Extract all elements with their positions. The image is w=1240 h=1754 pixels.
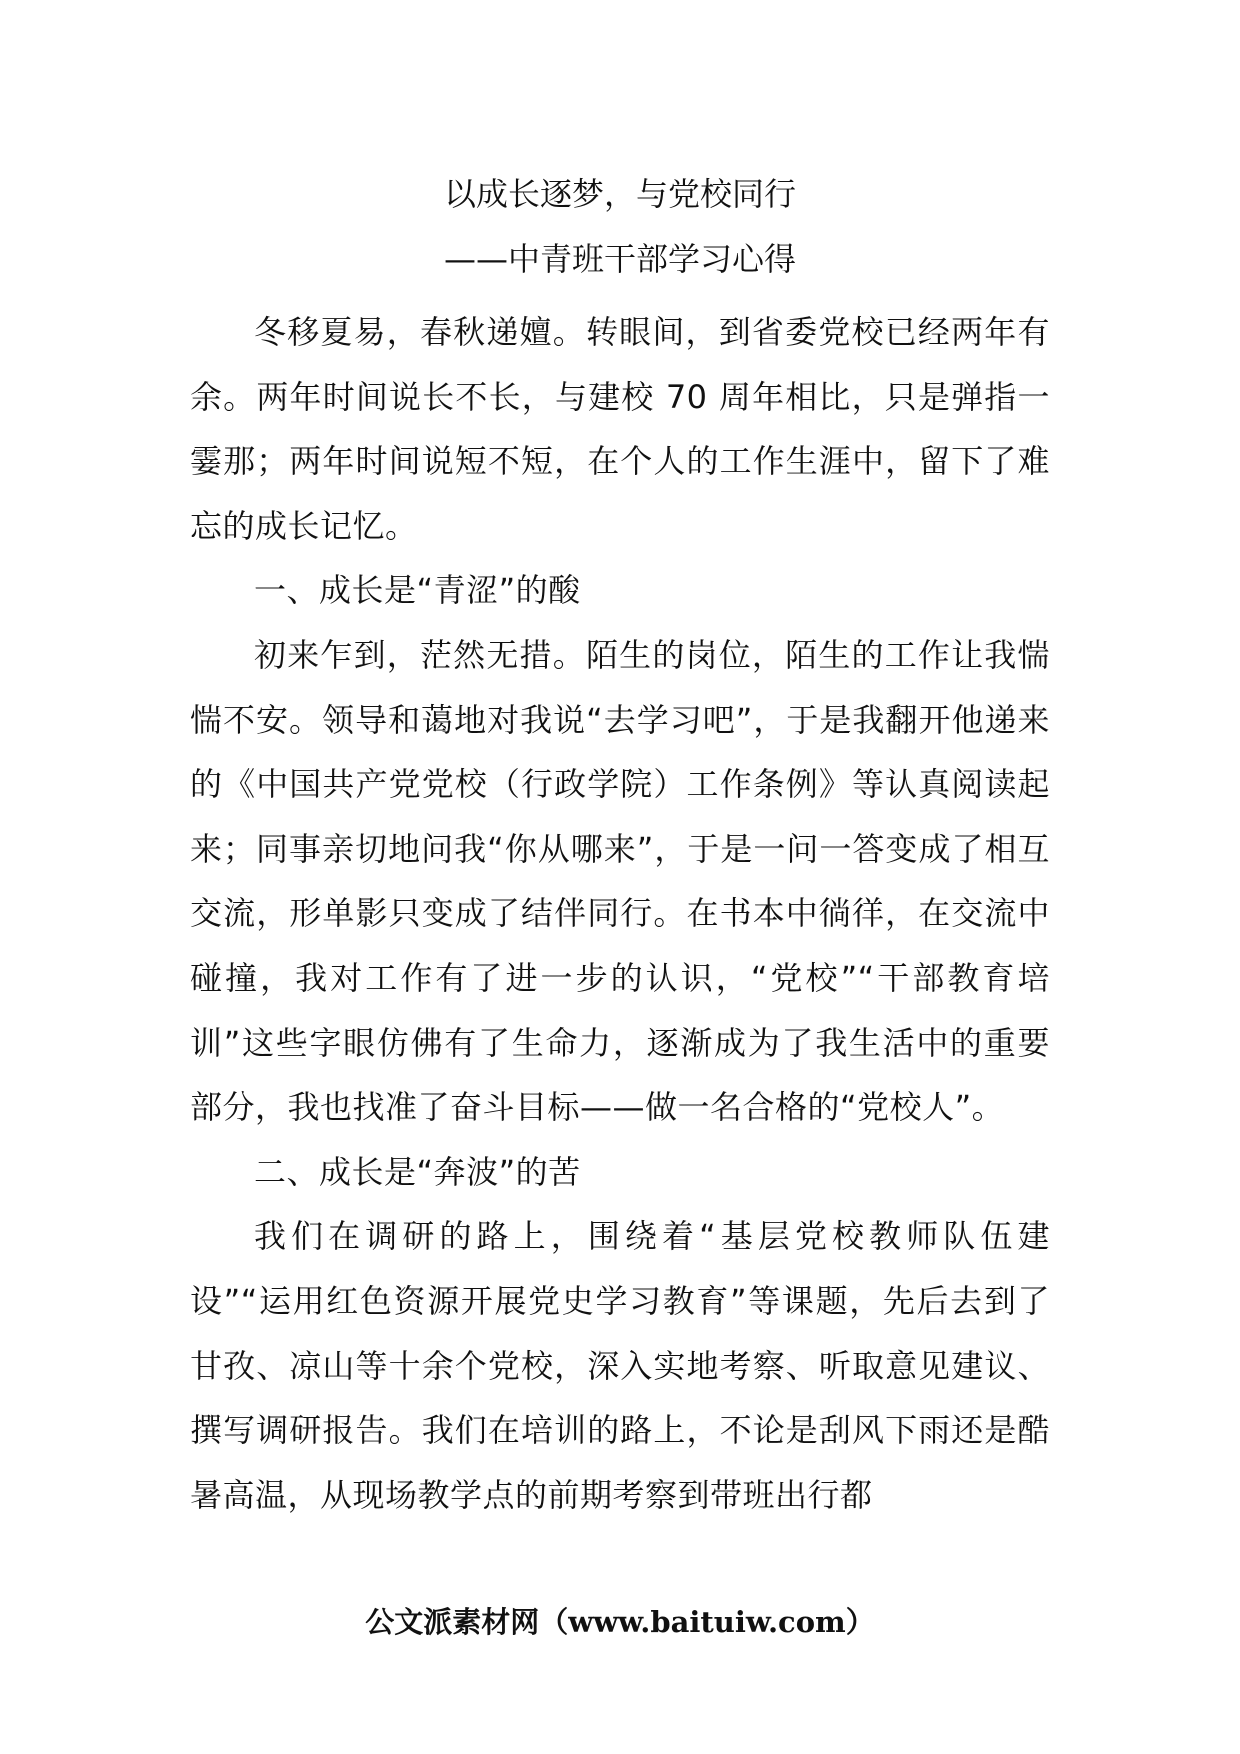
section-heading-1: 一、成长是“青涩”的酸 bbox=[254, 571, 581, 610]
source-footer: 公文派素材网（www.baituiw.com） bbox=[365, 1605, 875, 1639]
document-title: 以成长逐梦，与党校同行 bbox=[443, 175, 796, 213]
paragraph-intro: 冬移夏易，春秋递嬗。转眼间，到省委党校已经两年有余。两年时间说长不长，与建校 70 周年相比，只是弹指一霎那；两年时间说短不短，在个人的工作生涯中，留下了难忘的成长记忆。 bbox=[190, 313, 1050, 545]
document-subtitle: ——中青班干部学习心得 bbox=[443, 240, 796, 278]
document-body bbox=[190, 300, 1050, 1527]
paragraph-section-1: 初来乍到，茫然无措。陌生的岗位，陌生的工作让我惴惴不安。领导和蔼地对我说“去学习吧”，于是我翻开他递来的《中国共产党党校（行政学院）工作条例》等认真阅读起来；同事亲切地问我“你从哪来”，于是一问一答变成了相互交流，形单影只变成了结伴同行。在书本中徜徉，在交流中碰撞，我对工作有了进一步的认识，“党校”“干部教育培训”这些字眼仿佛有了生命力，逐渐成为了我生活中的重要部分，我也找准了奋斗目标——做一名合格的“党校人”。 bbox=[190, 635, 1050, 1127]
section-heading-2: 二、成长是“奔波”的苦 bbox=[254, 1152, 581, 1191]
paragraph-section-2: 我们在调研的路上，围绕着“基层党校教师队伍建设”“运用红色资源开展党史学习教育”等课题，先后去到了甘孜、凉山等十余个党校，深入实地考察、听取意见建议、撰写调研报告。我们在培训的路上，不论是刮风下雨还是酷暑高温，从现场教学点的前期考察到带班出行都 bbox=[190, 1217, 1050, 1514]
